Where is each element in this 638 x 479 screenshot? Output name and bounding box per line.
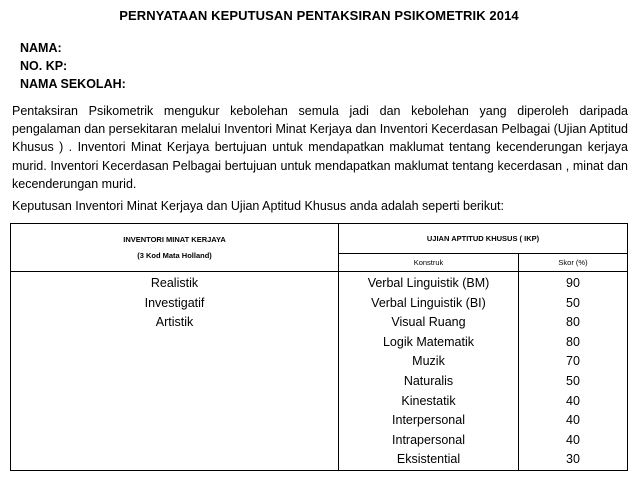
holland-header: INVENTORI MINAT KERJAYA	[123, 234, 226, 244]
skor-column-header: Skor (%)	[519, 253, 628, 271]
konstruk-item: Verbal Linguistik (BI)	[371, 295, 486, 310]
skor-value: 70	[566, 354, 580, 369]
skor-value: 50	[566, 295, 580, 310]
holland-code: Investigatif	[144, 295, 205, 310]
konstruk-item: Muzik	[412, 354, 445, 369]
ikp-header: UJIAN APTITUD KHUSUS ( IKP)	[339, 224, 628, 254]
nama-label: NAMA:	[20, 41, 62, 55]
no-kp-label: NO. KP:	[20, 59, 68, 73]
konstruk-item: Visual Ruang	[391, 315, 466, 330]
konstruk-column-header: Konstruk	[339, 253, 519, 271]
skor-value: 90	[566, 276, 580, 290]
holland-code: Realistik	[150, 276, 199, 290]
results-intro: Keputusan Inventori Minat Kerjaya dan Ujian Aptitud Khusus anda adalah seperti berikut:	[12, 199, 504, 213]
konstruk-item: Interpersonal	[392, 413, 465, 428]
nama-sekolah-label: NAMA SEKOLAH:	[20, 77, 126, 91]
konstruk-item: Verbal Linguistik (BM)	[367, 276, 490, 290]
konstruk-cell	[339, 272, 519, 471]
konstruk-item: Naturalis	[403, 373, 454, 388]
skor-value: 40	[566, 432, 580, 447]
skor-value: 40	[566, 413, 580, 428]
skor-value: 80	[566, 315, 580, 330]
konstruk-item: Logik Matematik	[382, 334, 474, 349]
skor-value: 40	[566, 393, 580, 408]
holland-codes-cell	[11, 272, 339, 471]
konstruk-item: Intrapersonal	[392, 432, 465, 447]
holland-header-cell	[11, 224, 339, 272]
konstruk-item: Eksistential	[396, 452, 461, 467]
holland-subheader: (3 Kod Mata Holland)	[137, 250, 212, 260]
results-table	[10, 223, 628, 471]
skor-value: 50	[566, 373, 580, 388]
skor-value: 30	[566, 452, 580, 467]
skor-cell	[519, 272, 628, 471]
skor-value: 80	[566, 334, 580, 349]
holland-code: Artistik	[155, 315, 194, 330]
konstruk-item: Kinestatik	[401, 393, 456, 408]
document-title: PERNYATAAN KEPUTUSAN PENTAKSIRAN PSIKOMETRIK 2014	[119, 8, 519, 23]
description-paragraph: Pentaksiran Psikometrik mengukur kebolehan semula jadi dan kebolehan yang diperoleh daripada pengalaman dan persekitaran melalui Inventori Minat Kerjaya dan Inventori Kecerdasan Pelbagai (Ujian Aptitud Khusus ) . Inventori Minat Kerjaya bertujuan untuk mendapatkan maklumat tentang kecenderungan kerjaya murid. Inventori Kecerdasan Pelbagai bertujuan untuk mendapatkan maklumat tentang kecerdasan , minat dan kecenderungan murid.	[12, 104, 628, 191]
